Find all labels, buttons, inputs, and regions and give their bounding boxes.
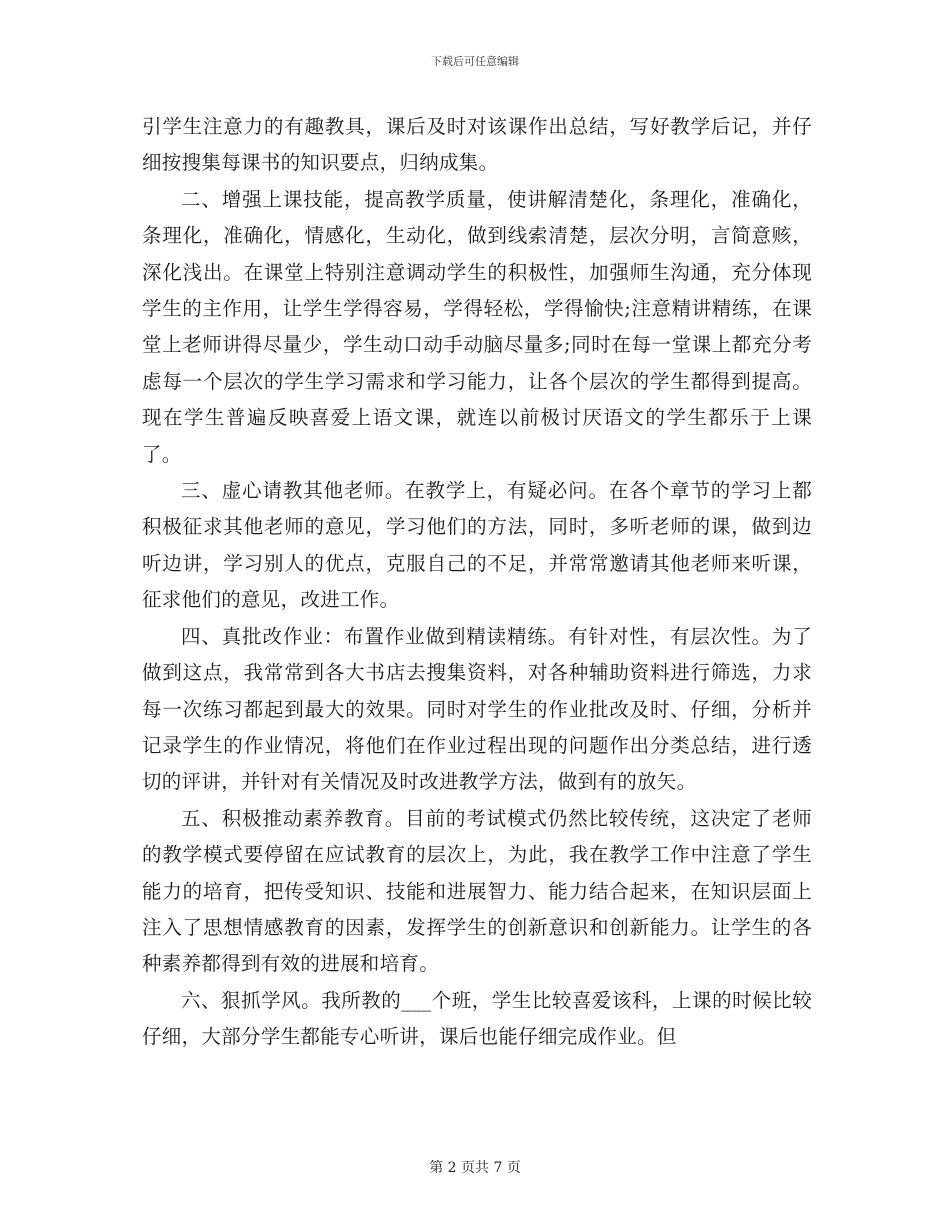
paragraph-continuation: 引学生注意力的有趣教具，课后及时对该课作出总结，写好教学后记，并仔细按搜集每课书的知识要点，归纳成集。 [142,115,812,175]
paragraph-2-teaching-skills: 二、增强上课技能，提高教学质量，使讲解清楚化，条理化，准确化，条理化，准确化，情感化，生动化，做到线索清楚，层次分明，言简意赅，深化浅出。在课堂上特别注意调动学生的积极性，加强师生沟通，充分体现学生的主作用，让学生学得容易，学得轻松，学得愉快;注意精讲精练，在课堂上老师讲得尽量少，学生动口动手动脑尽量多;同时在每一堂课上都充分考虑每一个层次的学生学习需求和学习能力，让各个层次的学生都得到提高。现在学生普遍反映喜爱上语文课，就连以前极讨厌语文的学生都乐于上课了。 [142,187,812,466]
paragraph-6-study-style: 六、狠抓学风。我所教的___个班，学生比较喜爱该科，上课的时候比较仔细，大部分学生都能专心听讲，课后也能仔细完成作业。但 [142,988,812,1049]
page-header: 下载后可任意编辑 [431,55,519,68]
paragraph-5-quality-education: 五、积极推动素养教育。目前的考试模式仍然比较传统，这决定了老师的教学模式要停留在应试教育的层次上，为此，我在教学工作中注意了学生能力的培育，把传受知识、技能和进展智力、能力结合起来，在知识层面上注入了思想情感教育的因素，发挥学生的创新意识和创新能力。让学生的各种素养都得到有效的进展和培育。 [142,806,812,976]
page-number: 第 2 页共 7 页 [429,1160,521,1176]
paragraph-3-consult-teachers: 三、虚心请教其他老师。在教学上，有疑必问。在各个章节的学习上都积极征求其他老师的意见，学习他们的方法，同时，多听老师的课，做到边听边讲，学习别人的优点，克服自己的不足，并常常邀请其他老师来听课，征求他们的意见，改进工作。 [142,479,812,612]
paragraph-4-homework: 四、真批改作业：布置作业做到精读精练。有针对性，有层次性。为了做到这点，我常常到各大书店去搜集资料，对各种辅助资料进行筛选，力求每一次练习都起到最大的效果。同时对学生的作业批改及时、仔细，分析并记录学生的作业情况，将他们在作业过程出现的问题作出分类总结，进行透切的评讲，并针对有关情况及时改进教学方法，做到有的放矢。 [142,624,812,794]
body-text [142,109,812,1056]
